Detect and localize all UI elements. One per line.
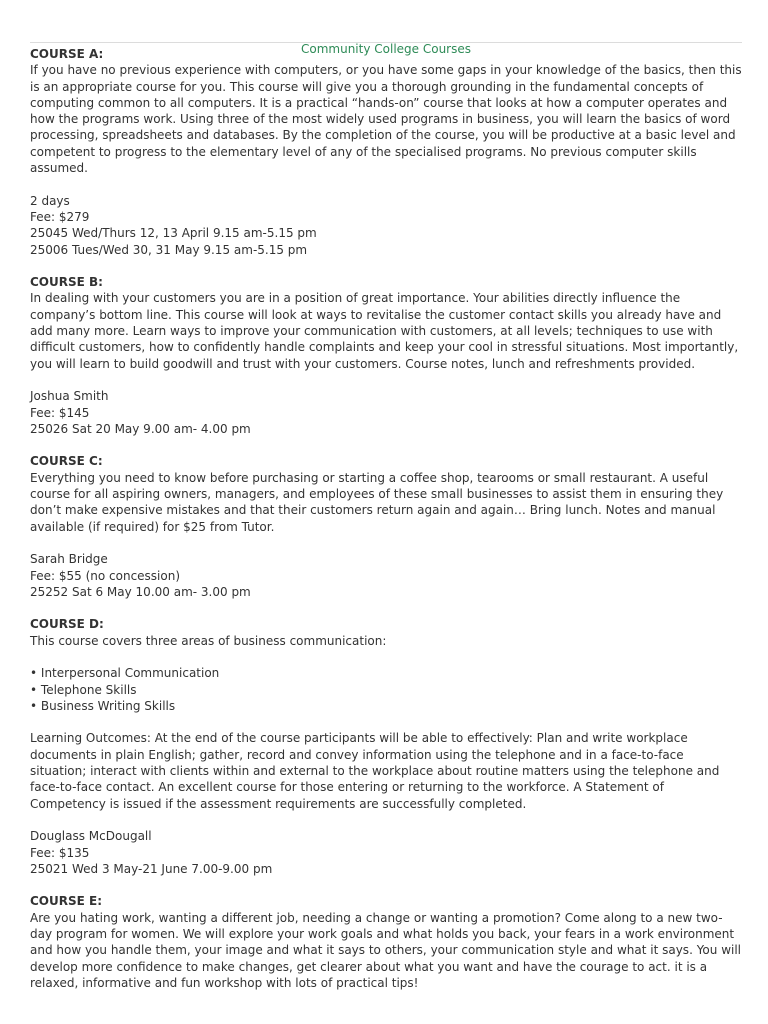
course-fee: Fee: $55 (no concession) — [30, 568, 181, 583]
course-fee: Fee: $279 — [30, 209, 90, 224]
course-c — [30, 453, 742, 600]
course-description: Are you hating work, wanting a different job, needing a change or wanting a promotion? Come along to a new two-day program for women. We will explore your work goals and what holds you back, your fears in a work environment and how you handle them, your image and what it says to others, your communication style and what it says. You will develop more confidence to make changes, get clearer about what you want and have the courage to act. it is a relaxed, informative and fun workshop with lots of practical tips! — [30, 910, 742, 990]
course-heading: COURSE E: — [30, 894, 103, 909]
course-d — [30, 616, 742, 877]
course-detail-line: 2 days — [30, 193, 70, 208]
course-description: This course covers three areas of business communication: — [30, 633, 387, 648]
list-item: • Interpersonal Communication — [30, 665, 742, 681]
course-heading: COURSE C: — [30, 454, 103, 469]
list-item: • Telephone Skills — [30, 682, 742, 698]
list-item: • Business Writing Skills — [30, 698, 742, 714]
course-session: 25252 Sat 6 May 10.00 am- 3.00 pm — [30, 584, 251, 599]
course-heading: COURSE D: — [30, 617, 104, 632]
course-heading: COURSE B: — [30, 275, 103, 290]
course-learning-outcomes: Learning Outcomes: At the end of the course participants will be able to effectively: Plan and write workplace documents in plain English; gather, record and convey information using the telephone and in a face-to-face situation; interact with clients within and external to the workplace about routine matters using the telephone and face-to-face contact. An excellent course for those entering or returning to the workforce. A Statement of Competency is issued if the assessment requirements are successfully completed. — [30, 731, 720, 811]
course-session: 25045 Wed/Thurs 12, 13 April 9.15 am-5.15 pm — [30, 226, 317, 241]
course-b — [30, 274, 742, 437]
course-heading: COURSE A: — [30, 47, 104, 61]
course-topics-list — [30, 665, 742, 714]
course-e — [30, 893, 742, 991]
course-description: In dealing with your customers you are in a position of great importance. Your abilities directly influence the company’s bottom line. This course will look at ways to revitalise the customer contact skills you already have and add many more. Learn ways to improve your communication with customers, at all levels; techniques to use with difficult customers, how to confidently handle complaints and keep your cool in stressful situations. Most importantly, you will learn to build goodwill and trust with your customers. Course notes, lunch and refreshments provided. — [30, 291, 739, 371]
course-tutor: Douglass McDougall — [30, 829, 152, 844]
course-session: 25021 Wed 3 May-21 June 7.00-9.00 pm — [30, 861, 273, 876]
course-fee: Fee: $145 — [30, 405, 90, 420]
course-description: Everything you need to know before purchasing or starting a coffee shop, tearooms or small restaurant. A useful course for all aspiring owners, managers, and employees of these small businesses to assist them in ensuring they don’t make expensive mistakes and that their customers return again and again… Bring lunch. Notes and manual available (if required) for $25 from Tutor. — [30, 470, 724, 534]
course-description: If you have no previous experience with computers, or you have some gaps in your knowledge of the basics, then this is an appropriate course for you. This course will give you a thorough grounding in the fundamental concepts of computing common to all computers. It is a practical “hands-on” course that looks at how a computer operates and how the programs work. Using three of the most widely used programs in business, you will learn the basics of word processing, spreadsheets and databases. By the completion of the course, you will be productive at a basic level and competent to progress to the elementary level of any of the specialised programs. No previous computer skills assumed. — [30, 63, 742, 176]
course-session: 25026 Sat 20 May 9.00 am- 4.00 pm — [30, 421, 251, 436]
document-body — [30, 46, 742, 991]
document-page — [30, 0, 742, 991]
course-tutor: Sarah Bridge — [30, 552, 108, 567]
course-a — [30, 46, 742, 258]
course-tutor: Joshua Smith — [30, 389, 109, 404]
page-title: Community College Courses — [301, 42, 471, 56]
course-fee: Fee: $135 — [30, 845, 90, 860]
course-session: 25006 Tues/Wed 30, 31 May 9.15 am-5.15 pm — [30, 242, 308, 257]
